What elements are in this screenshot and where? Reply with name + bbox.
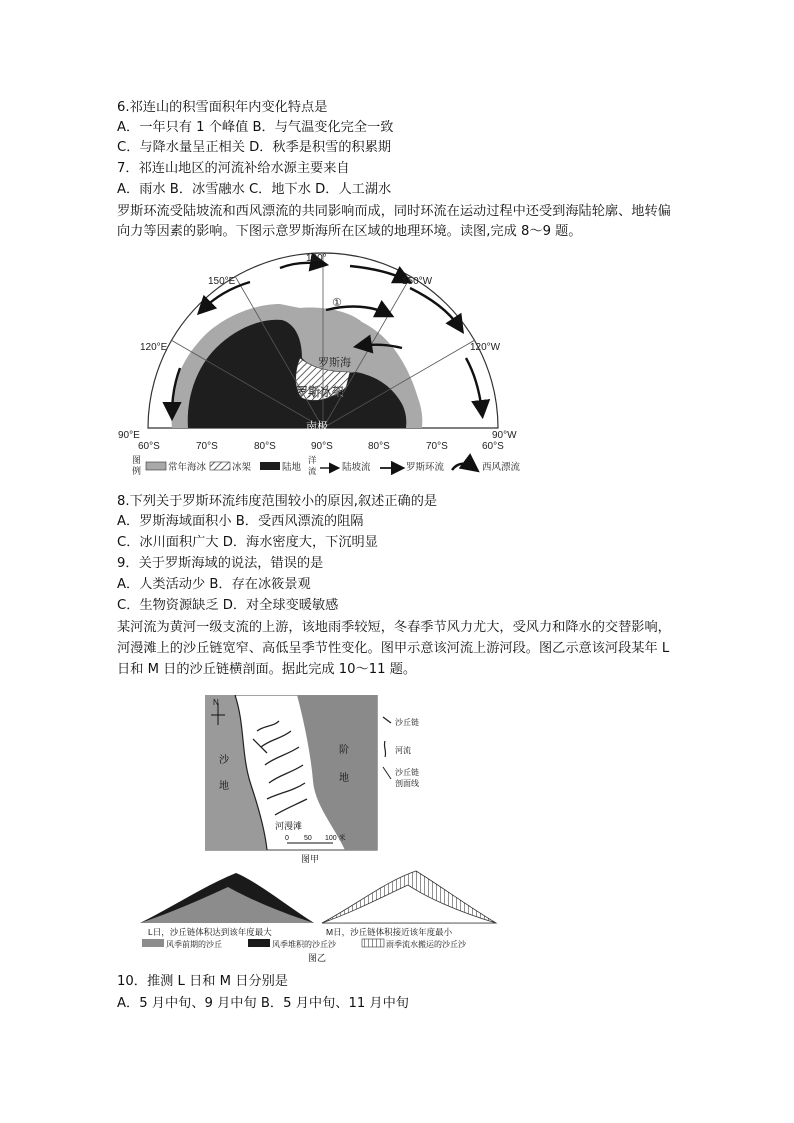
lat-70s-right: 70°S: [426, 441, 448, 452]
q7-stem: 7．祁连山地区的河流补给水源主要来自: [117, 161, 350, 176]
figure-jia: [205, 695, 505, 865]
floodplain-label: 河漫滩: [275, 821, 303, 831]
q8-stem: 8.下列关于罗斯环流纬度范围较小的原因,叙述正确的是: [117, 494, 438, 509]
legend-sea-ice-swatch: [146, 462, 166, 470]
legend-west-wind-arrow: [452, 464, 474, 470]
terrace-label-1: 阶: [339, 745, 349, 756]
q10-stem: 10．推测 L 日和 M 日分别是: [117, 974, 288, 989]
q9-options-ab: A．人类活动少 B．存在冰筱景观: [117, 577, 311, 592]
legend-ross-gyre: 罗斯环流: [406, 462, 445, 473]
lat-80s-left: 80°S: [254, 441, 276, 452]
legend-current-1: 洋: [308, 455, 317, 465]
legend-slope-current: 陆坡流: [342, 462, 371, 473]
lon-120e: 120°E: [140, 342, 168, 353]
legend-current-2: 流: [308, 466, 317, 476]
passage1-line2: 向力等因素的影响。下图示意罗斯海所在区域的地理环境。读图,完成 8～9 题。: [117, 224, 582, 239]
lat-70s-left: 70°S: [196, 441, 218, 452]
q9-options-cd: C．生物资源缺乏 D．对全球变暖敏感: [117, 598, 339, 613]
passage2-line3: 日和 M 日的沙丘链横剖面。据此完成 10～11 题。: [117, 662, 417, 677]
sand-label-1: 沙: [219, 755, 229, 766]
label-circle-one: ①: [332, 297, 342, 309]
lat-90s: 90°S: [311, 441, 333, 452]
caption-yi: 图乙: [308, 953, 327, 963]
terrace-label-2: 地: [339, 773, 349, 784]
legend-pre-season: 风季前期的沙丘: [166, 940, 222, 949]
lon-90e: 90°E: [118, 430, 140, 441]
legend-dune-symbol: [383, 717, 391, 723]
legend-profile-1: 沙丘链: [395, 768, 419, 777]
lon-180: 180°: [306, 253, 327, 264]
lat-60s-right: 60°S: [482, 441, 504, 452]
legend-title-2: 例: [132, 466, 142, 476]
scale-50: 50: [304, 835, 312, 842]
sand-label-2: 地: [219, 781, 229, 792]
q10-options: A．5 月中旬、9 月中旬 B．5 月中旬、11 月中旬: [117, 996, 409, 1011]
label-south-pole: 南极: [306, 421, 328, 433]
label-ross-sea: 罗斯海: [318, 357, 351, 369]
lon-120w: 120°W: [470, 342, 501, 353]
legend-land-swatch: [260, 462, 280, 470]
lon-150w: 150°W: [402, 276, 433, 287]
passage2-line1: 某河流为黄河一级支流的上游，该地雨季较短，冬春季节风力尤大，受风力和降水的交替影响，: [117, 620, 671, 635]
q6-options-ab: A．一年只有 1 个峰值 B．与气温变化完全一致: [117, 120, 394, 135]
q8-options-ab: A．罗斯海域面积小 B．受西风漂流的阻隔: [117, 514, 364, 529]
q6-options-cd: C．与降水量呈正相关 D．秋季是积雪的积累期: [117, 140, 392, 155]
legend-pre-season-swatch: [142, 939, 164, 947]
legend-dune: 沙丘链: [395, 718, 419, 727]
q7-options: A．雨水 B．冰雪融水 C．地下水 D．人工湖水: [117, 182, 392, 197]
q9-stem: 9．关于罗斯海域的说法，错误的是: [117, 556, 324, 571]
legend-ice-shelf: 冰架: [232, 462, 252, 473]
figure-yi: [136, 865, 502, 965]
scale-100: 100 米: [325, 835, 346, 842]
legend-title-1: 图: [132, 455, 142, 465]
legend-wind-deposit: 风季堆积的沙丘沙: [272, 940, 336, 949]
north-label: N: [213, 698, 219, 707]
passage2-line2: 河漫滩上的沙丘链宽窄、高低呈季节性变化。图甲示意该河流上游河段。图乙示意该河段某年 L: [117, 641, 670, 656]
caption-jia: 图甲: [301, 854, 320, 864]
lat-60s-left: 60°S: [138, 441, 160, 452]
scale-0: 0: [285, 835, 289, 842]
lat-80s-right: 80°S: [368, 441, 390, 452]
passage1-line1: 罗斯环流受陆坡流和西风漂流的共同影响而成，同时环流在运动过程中还受到海陆轮廓、地转偏: [117, 204, 671, 219]
legend-west-wind-drift: 西风漂流: [482, 462, 521, 473]
legend-rain-transport: 雨季流水搬运的沙丘沙: [386, 940, 466, 949]
lon-90w: 90°W: [492, 430, 517, 441]
legend-wind-deposit-swatch: [248, 939, 270, 947]
legend-profile-symbol: [383, 767, 391, 779]
legend-ice-shelf-swatch: [210, 462, 230, 470]
legend-river-symbol: [384, 741, 385, 757]
q8-options-cd: C．冰川面积广大 D．海水密度大，下沉明显: [117, 535, 378, 550]
legend-sea-ice: 常年海冰: [168, 462, 207, 473]
label-ross-ice-shelf: 罗斯冰架: [296, 385, 345, 399]
l-day-label: L日，沙丘链体积达到该年度最大: [148, 927, 272, 937]
legend-rain-transport-swatch: [362, 939, 384, 947]
legend-river: 河流: [395, 746, 411, 755]
m-day-label: M日，沙丘链体积接近该年度最小: [326, 927, 453, 937]
legend-land: 陆地: [282, 462, 302, 473]
lon-150e: 150°E: [208, 276, 236, 287]
legend-profile-2: 剖面线: [395, 779, 419, 788]
ross-sea-map: [110, 248, 540, 482]
q6-stem: 6.祁连山的积雪面积年内变化特点是: [117, 100, 328, 115]
